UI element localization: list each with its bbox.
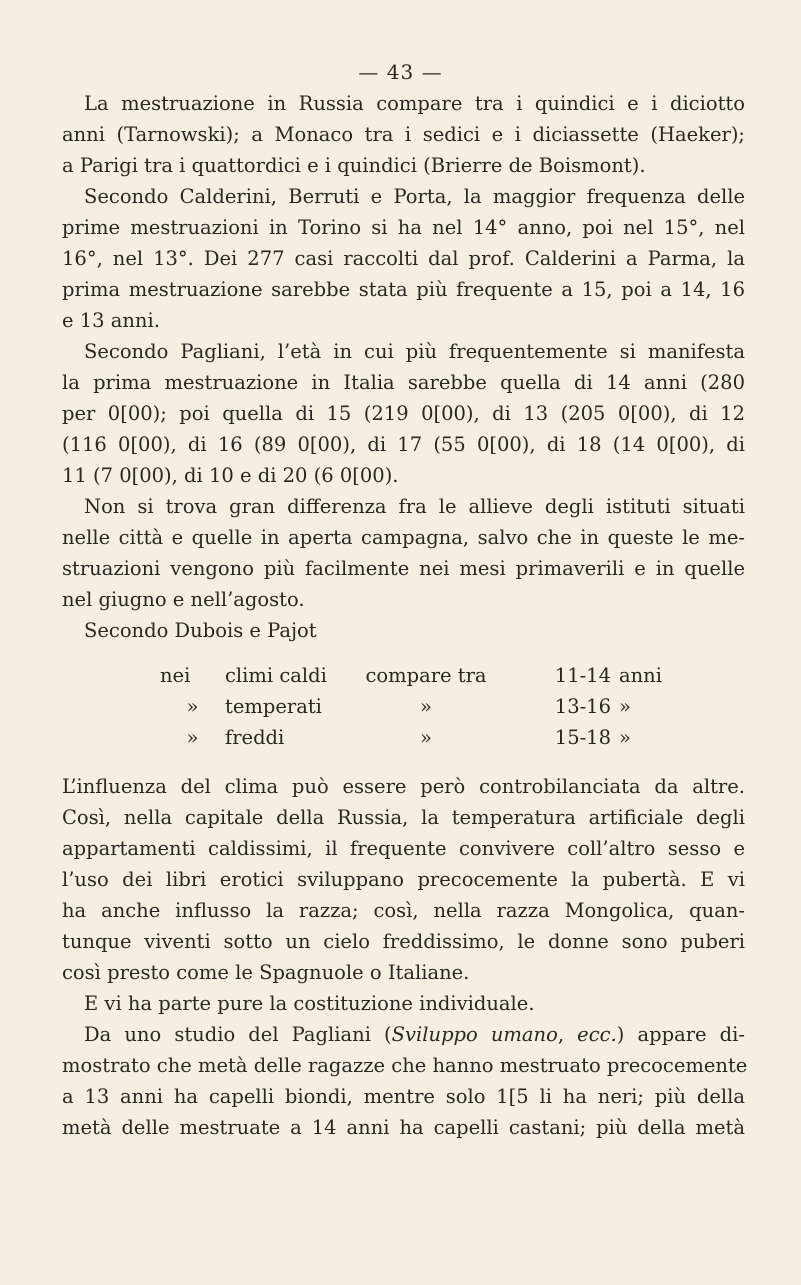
text-line: La mestruazione in Russia compare tra i quindici e i diciotto [84,92,745,115]
text-fragment: ) appare di- [616,1023,745,1046]
paragraph-studio-pagliani [62,1019,748,1143]
climate-unit: » [619,695,631,718]
text-line: nelle città e quelle in aperta campagna, salvo che in queste le me- [62,526,745,549]
text-line: 16°, nel 13°. Dei 277 casi raccolti dal prof. Calderini a Parma, la [62,247,745,270]
book-title-citation: Sviluppo umano [391,1023,558,1046]
climate-prefix: nei [160,664,191,687]
text-line: a 13 anni ha capelli biondi, mentre solo 1[5 li ha neri; più della [62,1085,745,1108]
body-text [62,88,748,1143]
text-fragment: , [557,1023,578,1046]
climate-prefix: » [186,726,199,749]
climate-name: climi caldi [225,664,327,687]
text-line: Non si trova gran differenza fra le allieve degli istituti situati [84,495,745,518]
climate-prefix: » [186,695,199,718]
paragraph-torino-parma [62,181,745,336]
paragraph-pagliani-italia [62,336,745,491]
climate-table [62,660,745,753]
text-line: per 0[00); poi quella di 15 (219 0[00), di 13 (205 0[00), di 12 [62,402,745,425]
climate-row-caldi [62,660,745,691]
text-line: prima mestruazione sarebbe stata più frequente a 15, poi a 14, 16 [62,278,745,301]
climate-unit: » [619,726,631,749]
text-line: Secondo Pagliani, l’età in cui più frequentemente si manifesta [84,340,745,363]
climate-row-freddi [62,722,745,753]
climate-row-temperati [62,691,745,722]
climate-range: 13-16 [554,695,611,718]
text-line: (116 0[00), di 16 (89 0[00), di 17 (55 0[00), di 18 (14 0[00), di [62,433,745,456]
text-line: 11 (7 0[00), di 10 e di 20 (6 0[00). [62,464,399,487]
text-line: così presto come le Spagnuole o Italiane. [62,961,470,984]
abbreviation-ecc: ecc. [577,1023,617,1046]
climate-unit: anni [619,664,662,687]
text-line: metà delle mestruate a 14 anni ha capelli castani; più della metà [62,1116,745,1139]
climate-verb: » [420,726,432,749]
climate-verb: compare tra [365,664,487,687]
text-line: Secondo Calderini, Berruti e Porta, la maggior frequenza delle [84,185,745,208]
page-number: — 43 — [358,60,443,84]
climate-range: 15-18 [554,726,611,749]
text-line: Così, nella capitale della Russia, la temperatura artificiale degli [62,806,745,829]
climate-name: temperati [225,695,322,718]
paragraph-russia-monaco-parigi [62,88,745,181]
text-line: mostrato che metà delle ragazze che hanno mestruato precocemente [62,1054,748,1077]
text-fragment: Da uno studio del Pagliani ( [84,1023,392,1046]
climate-range: 11-14 [554,664,611,687]
text-line: E vi ha parte pure la costituzione individuale. [84,992,535,1015]
climate-verb: » [420,695,432,718]
text-line: Secondo Dubois e Pajot [84,619,317,642]
paragraph-influenza-clima [62,771,745,988]
text-line: la prima mestruazione in Italia sarebbe quella di 14 anni (280 [62,371,745,394]
paragraph-dubois-pajot [62,615,745,646]
text-line: e 13 anni. [62,309,160,332]
text-line: anni (Tarnowski); a Monaco tra i sedici e i diciassette (Haeker); [62,123,745,146]
text-line: nel giugno e nell’agosto. [62,588,305,611]
text-line: a Parigi tra i quattordici e i quindici (Brierre de Boismont). [62,154,646,177]
text-line: prime mestruazioni in Torino si ha nel 14° anno, poi nel 15°, nel [62,216,745,239]
text-line: appartamenti caldissimi, il frequente convivere coll’altro sesso e [62,837,745,860]
text-line-with-citation [62,1019,745,1050]
paragraph-costituzione [62,988,745,1019]
text-line: struazioni vengono più facilmente nei mesi primaverili e in quelle [62,557,745,580]
text-line: tunque viventi sotto un cielo freddissimo, le donne sono puberi [62,930,745,953]
text-line: ha anche influsso la razza; così, nella razza Mongolica, quan- [62,899,745,922]
climate-name: freddi [225,726,285,749]
text-line: l’uso dei libri erotici sviluppano precocemente la pubertà. E vi [62,868,745,891]
text-line: L’influenza del clima può essere però controbilanciata da altre. [62,775,745,798]
paragraph-allieve-istituti [62,491,745,615]
